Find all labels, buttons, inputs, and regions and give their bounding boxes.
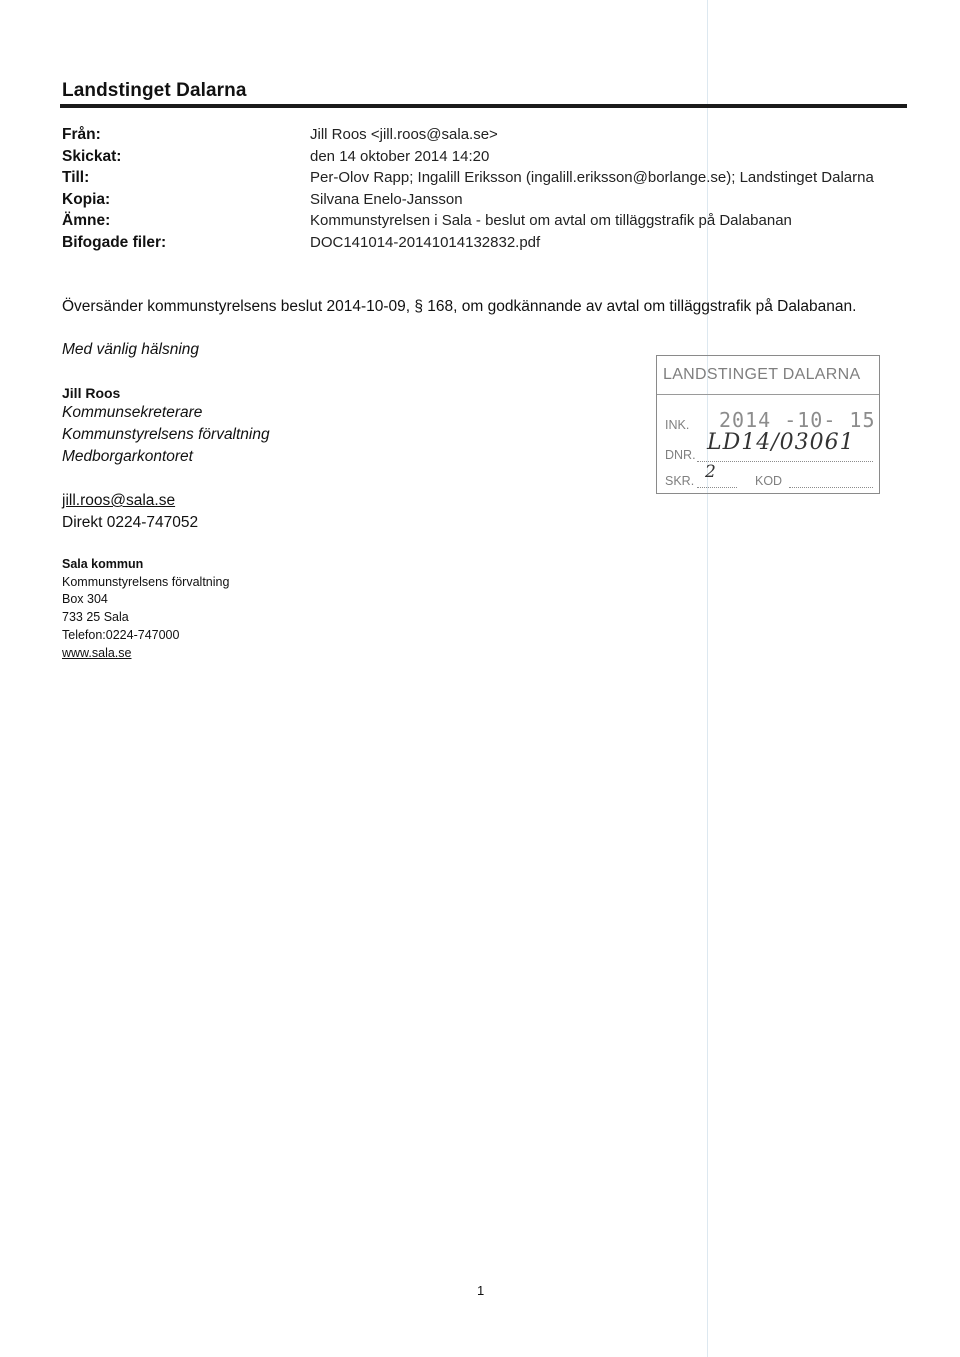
email-body: Översänder kommunstyrelsens beslut 2014-10-09, § 168, om godkännande av avtal om tilläggstrafik på Dalabanan. bbox=[62, 298, 857, 315]
title-divider bbox=[60, 104, 907, 108]
stamp-ink-label: INK. bbox=[665, 418, 690, 432]
signature-title: Kommunsekreterare bbox=[62, 404, 203, 421]
attachments-label: Bifogade filer: bbox=[62, 233, 167, 251]
signature-email-link[interactable]: jill.roos@sala.se bbox=[62, 492, 176, 509]
org-box: Box 304 bbox=[62, 592, 108, 607]
stamp-dnr-dots bbox=[697, 460, 873, 462]
stamp-skr-handwritten: 2 bbox=[705, 462, 716, 482]
stamp-dnr-label: DNR. bbox=[665, 448, 696, 462]
signature-greeting: Med vänlig hälsning bbox=[62, 341, 200, 358]
sent-label: Skickat: bbox=[62, 147, 122, 165]
org-postal: 733 25 Sala bbox=[62, 610, 129, 625]
to-label: Till: bbox=[62, 169, 90, 187]
organization-block bbox=[62, 556, 229, 662]
signature-department: Kommunstyrelsens förvaltning bbox=[62, 426, 270, 443]
stamp-kod-label: KOD bbox=[755, 474, 783, 488]
signature-name: Jill Roos bbox=[62, 385, 121, 401]
signature-office: Medborgarkontoret bbox=[62, 448, 193, 465]
stamp-kod-dots bbox=[789, 486, 873, 488]
scan-artifact-line bbox=[707, 0, 708, 1357]
from-value: Jill Roos <jill.roos@sala.se> bbox=[310, 126, 498, 143]
from-label: Från: bbox=[62, 126, 101, 143]
subject-value: Kommunstyrelsen i Sala - beslut om avtal om tilläggstrafik på Dalabanan bbox=[310, 212, 792, 230]
stamp-divider bbox=[657, 394, 879, 395]
attachments-value: DOC141014-20141014132832.pdf bbox=[310, 233, 541, 251]
to-value: Per-Olov Rapp; Ingalill Eriksson (ingalill.eriksson@borlange.se); Landstinget Dalarna bbox=[310, 169, 874, 187]
org-phone: Telefon:0224-747000 bbox=[62, 627, 180, 642]
org-website-link[interactable]: www.sala.se bbox=[62, 645, 132, 660]
signature-direct-phone: Direkt 0224-747052 bbox=[62, 514, 199, 531]
stamp-skr-label: SKR. bbox=[665, 474, 695, 488]
stamp-dnr-handwritten: LD14/03061 bbox=[707, 430, 855, 455]
org-unit: Kommunstyrelsens förvaltning bbox=[62, 574, 230, 589]
received-stamp bbox=[656, 355, 880, 494]
stamp-date: 2014 -10- 15 bbox=[719, 408, 876, 432]
page-title: Landstinget Dalarna bbox=[62, 80, 247, 101]
subject-label: Ämne: bbox=[62, 212, 111, 230]
page-number: 1 bbox=[477, 1283, 485, 1298]
stamp-skr-dots bbox=[697, 486, 737, 488]
org-name: Sala kommun bbox=[62, 557, 144, 571]
sent-value: den 14 oktober 2014 14:20 bbox=[310, 147, 490, 165]
cc-value: Silvana Enelo-Jansson bbox=[310, 190, 463, 208]
stamp-title: LANDSTINGET DALARNA bbox=[663, 366, 861, 383]
cc-label: Kopia: bbox=[62, 190, 111, 208]
